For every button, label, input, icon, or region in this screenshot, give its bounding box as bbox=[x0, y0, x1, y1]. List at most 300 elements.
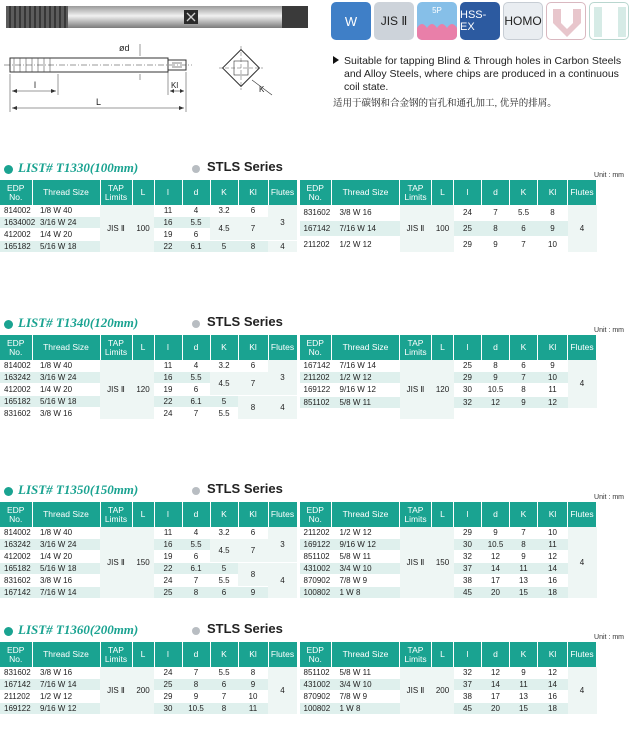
list-title: LIST# T1350(150mm) bbox=[18, 482, 139, 497]
column-header: EDP No. bbox=[0, 502, 32, 527]
shank-diameter: 6 bbox=[182, 551, 210, 563]
column-header: Kl bbox=[538, 180, 568, 205]
thread-size: 7/8 W 9 bbox=[332, 691, 400, 703]
column-header: l bbox=[454, 642, 482, 667]
shank-diameter: 12 bbox=[482, 396, 510, 408]
series-name: STLS Series bbox=[207, 314, 283, 329]
thread-length: 25 bbox=[154, 679, 182, 691]
column-header: Thread Size bbox=[332, 502, 400, 527]
square-length: 8 bbox=[238, 396, 268, 420]
shank-diameter: 6 bbox=[182, 384, 210, 396]
table-row bbox=[0, 205, 297, 217]
edp-number: 870902 bbox=[300, 575, 332, 587]
product-description bbox=[333, 55, 625, 110]
spec-table bbox=[0, 502, 298, 599]
square-size: 8 bbox=[510, 384, 538, 396]
straight-flute-icon bbox=[589, 2, 629, 40]
product-list-section bbox=[0, 620, 629, 715]
tap-limits: JIS Ⅱ bbox=[100, 360, 132, 420]
shank-diameter: 7 bbox=[182, 575, 210, 587]
square-size: 4.5 bbox=[210, 372, 238, 396]
edp-number: 851102 bbox=[300, 396, 332, 408]
tap-limits: JIS Ⅱ bbox=[400, 360, 432, 420]
column-header: Thread Size bbox=[32, 180, 100, 205]
column-header: K bbox=[210, 642, 238, 667]
edp-number: 831602 bbox=[0, 575, 32, 587]
thread-length: 11 bbox=[154, 360, 182, 372]
edp-number: 211202 bbox=[300, 236, 332, 252]
square-length: 10 bbox=[238, 691, 268, 703]
tap-limits: JIS Ⅱ bbox=[400, 527, 432, 599]
edp-number: 831602 bbox=[0, 667, 32, 679]
square-size: 13 bbox=[510, 575, 538, 587]
thread-size: 3/16 W 24 bbox=[32, 539, 100, 551]
column-header: L bbox=[132, 642, 154, 667]
square-size: 13 bbox=[510, 691, 538, 703]
shank-diameter: 6 bbox=[182, 229, 210, 241]
edp-number: 431002 bbox=[300, 563, 332, 575]
square-length: 9 bbox=[238, 587, 268, 599]
badge-label: W bbox=[344, 13, 358, 29]
unit-label: Unit : mm bbox=[594, 172, 624, 179]
table-row bbox=[0, 527, 297, 539]
thread-length: 16 bbox=[154, 372, 182, 384]
column-header: Thread Size bbox=[332, 642, 400, 667]
column-header: K bbox=[210, 335, 238, 360]
shank-diameter: 5.5 bbox=[182, 539, 210, 551]
column-header: K bbox=[210, 502, 238, 527]
thread-length: 32 bbox=[454, 396, 482, 408]
square-size: 4.5 bbox=[210, 539, 238, 563]
edp-number: 851102 bbox=[300, 667, 332, 679]
thread-size: 9/16 W 12 bbox=[332, 539, 400, 551]
column-header: K bbox=[510, 335, 538, 360]
tap-limits: JIS Ⅱ bbox=[400, 205, 432, 253]
square-length: 6 bbox=[238, 205, 268, 217]
thread-size: 7/16 W 14 bbox=[32, 587, 100, 599]
square-length: 8 bbox=[238, 241, 268, 253]
square-size: 5.5 bbox=[210, 408, 238, 420]
thread-length: 19 bbox=[154, 229, 182, 241]
tap-limits: JIS Ⅱ bbox=[100, 527, 132, 599]
square-length: 10 bbox=[538, 527, 568, 539]
edp-number: 831602 bbox=[300, 205, 332, 220]
thread-size: 3/4 W 10 bbox=[332, 679, 400, 691]
flutes: 4 bbox=[268, 563, 297, 599]
header-row bbox=[300, 180, 597, 205]
l-dimension-label: l bbox=[34, 80, 36, 90]
flutes: 4 bbox=[568, 667, 597, 715]
square-size: 8 bbox=[510, 539, 538, 551]
kl-dimension-label: Kl bbox=[171, 81, 179, 90]
edp-number: 412002 bbox=[0, 551, 32, 563]
tap-limits: JIS Ⅱ bbox=[400, 667, 432, 715]
thread-size: 7/8 W 9 bbox=[332, 575, 400, 587]
column-header: Flutes bbox=[568, 180, 597, 205]
overall-length: 100 bbox=[432, 205, 454, 253]
square-length: 6 bbox=[238, 360, 268, 372]
edp-number: 211202 bbox=[0, 691, 32, 703]
square-size: 11 bbox=[510, 679, 538, 691]
shank-diameter: 9 bbox=[482, 236, 510, 252]
badge-0 bbox=[331, 2, 371, 40]
shank-diameter: 8 bbox=[482, 220, 510, 236]
thread-size: 3/8 W 16 bbox=[32, 575, 100, 587]
square-size: 3.2 bbox=[210, 360, 238, 372]
badge-3 bbox=[460, 2, 500, 40]
edp-number: 169122 bbox=[0, 703, 32, 715]
list-bullet-icon bbox=[4, 165, 13, 174]
edp-number: 431002 bbox=[300, 679, 332, 691]
thread-length: 24 bbox=[154, 667, 182, 679]
thread-size: 5/16 W 18 bbox=[32, 241, 100, 253]
column-header: l bbox=[154, 335, 182, 360]
flutes: 4 bbox=[568, 527, 597, 599]
edp-number: 412002 bbox=[0, 384, 32, 396]
table-row bbox=[0, 360, 297, 372]
edp-number: 167142 bbox=[300, 360, 332, 372]
shank-diameter: 10.5 bbox=[482, 384, 510, 396]
column-header: TAP Limits bbox=[100, 335, 132, 360]
series-name: STLS Series bbox=[207, 159, 283, 174]
column-header: L bbox=[432, 335, 454, 360]
shank-diameter: 10.5 bbox=[482, 539, 510, 551]
square-length: 14 bbox=[538, 563, 568, 575]
flutes: 3 bbox=[268, 527, 297, 563]
spec-table bbox=[300, 180, 598, 253]
square-size: 7 bbox=[510, 372, 538, 384]
overall-length: 200 bbox=[432, 667, 454, 715]
series-bullet-icon bbox=[192, 487, 200, 495]
column-header: TAP Limits bbox=[100, 642, 132, 667]
shank-diameter: 20 bbox=[482, 587, 510, 599]
spec-table bbox=[0, 642, 298, 715]
thread-length: 11 bbox=[154, 527, 182, 539]
square-length: 16 bbox=[538, 575, 568, 587]
edp-number: 211202 bbox=[300, 372, 332, 384]
column-header: L bbox=[432, 502, 454, 527]
spec-badges bbox=[331, 2, 629, 40]
thread-length: 45 bbox=[454, 703, 482, 715]
thread-size: 1/2 W 12 bbox=[332, 527, 400, 539]
thread-length: 24 bbox=[454, 205, 482, 220]
column-header: TAP Limits bbox=[400, 335, 432, 360]
square-size: 4.5 bbox=[210, 217, 238, 241]
point-tap-icon bbox=[546, 2, 586, 40]
spec-table bbox=[300, 642, 598, 715]
shank-diameter: 4 bbox=[182, 360, 210, 372]
section-header bbox=[0, 620, 629, 642]
thread-size: 5/8 W 11 bbox=[332, 396, 400, 408]
thread-length: 19 bbox=[154, 384, 182, 396]
edp-number: 169122 bbox=[300, 384, 332, 396]
square-size: 5.5 bbox=[210, 575, 238, 587]
column-header: Kl bbox=[538, 502, 568, 527]
thread-size: 7/16 W 14 bbox=[332, 220, 400, 236]
shank-diameter: 7 bbox=[182, 667, 210, 679]
thread-size: 5/8 W 11 bbox=[332, 551, 400, 563]
square-length: 9 bbox=[238, 679, 268, 691]
thread-length: 25 bbox=[454, 360, 482, 372]
edp-number: 167142 bbox=[300, 220, 332, 236]
column-header: d bbox=[182, 642, 210, 667]
edp-number: 100802 bbox=[300, 587, 332, 599]
square-size: 5 bbox=[210, 563, 238, 575]
product-list-section bbox=[0, 480, 629, 599]
edp-number: 412002 bbox=[0, 229, 32, 241]
column-header: K bbox=[510, 502, 538, 527]
square-length: 9 bbox=[538, 360, 568, 372]
square-size: 9 bbox=[510, 551, 538, 563]
shank-diameter: 12 bbox=[482, 551, 510, 563]
thread-length: 25 bbox=[454, 220, 482, 236]
thread-length: 29 bbox=[454, 527, 482, 539]
thread-length: 25 bbox=[154, 587, 182, 599]
square-length: 11 bbox=[238, 703, 268, 715]
column-header: Kl bbox=[238, 180, 268, 205]
table-row bbox=[0, 667, 297, 679]
flutes: 4 bbox=[268, 241, 297, 253]
square-size: 8 bbox=[210, 703, 238, 715]
square-length: 8 bbox=[238, 563, 268, 587]
edp-number bbox=[300, 408, 332, 419]
square-size: 9 bbox=[510, 396, 538, 408]
column-header: Thread Size bbox=[32, 335, 100, 360]
list-bullet-icon bbox=[4, 627, 13, 636]
column-header: l bbox=[454, 335, 482, 360]
column-header: TAP Limits bbox=[400, 502, 432, 527]
square-size: 3.2 bbox=[210, 527, 238, 539]
thread-length: 38 bbox=[454, 575, 482, 587]
thread-size: 1/4 W 20 bbox=[32, 229, 100, 241]
series-name: STLS Series bbox=[207, 621, 283, 636]
square-size: 5.5 bbox=[510, 205, 538, 220]
thread-size: 1/8 W 40 bbox=[32, 527, 100, 539]
column-header: d bbox=[482, 502, 510, 527]
series-bullet-icon bbox=[192, 165, 200, 173]
thread-size: 1/4 W 20 bbox=[32, 384, 100, 396]
shank-diameter: 4 bbox=[182, 527, 210, 539]
overall-length: 120 bbox=[132, 360, 154, 420]
series-bullet-icon bbox=[192, 627, 200, 635]
thread-length: 32 bbox=[454, 667, 482, 679]
header-row bbox=[0, 642, 297, 667]
column-header: TAP Limits bbox=[100, 180, 132, 205]
shank-diameter: 5.5 bbox=[182, 372, 210, 384]
thread-size: 7/16 W 14 bbox=[32, 679, 100, 691]
square-size: 6 bbox=[510, 360, 538, 372]
thread-length: 11 bbox=[154, 205, 182, 217]
square-length: 11 bbox=[538, 384, 568, 396]
column-header: l bbox=[454, 180, 482, 205]
thread-size: 1/8 W 40 bbox=[32, 205, 100, 217]
series-name: STLS Series bbox=[207, 481, 283, 496]
shank-diameter: 6.1 bbox=[182, 396, 210, 408]
badge-4 bbox=[503, 2, 543, 40]
square-length: 10 bbox=[538, 372, 568, 384]
shank-diameter: 8 bbox=[182, 679, 210, 691]
column-header: l bbox=[154, 642, 182, 667]
badge-top-label: 5P bbox=[432, 6, 442, 15]
column-header: Thread Size bbox=[332, 335, 400, 360]
square-size: 5 bbox=[210, 396, 238, 408]
column-header: K bbox=[510, 180, 538, 205]
square-length: 7 bbox=[238, 372, 268, 396]
thread-length: 22 bbox=[154, 396, 182, 408]
shank-diameter: 7 bbox=[182, 408, 210, 420]
thread-length: 32 bbox=[454, 551, 482, 563]
square-length: 6 bbox=[238, 527, 268, 539]
column-header: TAP Limits bbox=[400, 180, 432, 205]
thread-length: 22 bbox=[154, 241, 182, 253]
shank-diameter: 9 bbox=[482, 527, 510, 539]
spec-table bbox=[0, 335, 298, 420]
square-size: 9 bbox=[510, 667, 538, 679]
thread-length: 16 bbox=[154, 539, 182, 551]
shank-diameter: 6.1 bbox=[182, 563, 210, 575]
section-header bbox=[0, 480, 629, 502]
square-length: 12 bbox=[538, 667, 568, 679]
spec-table bbox=[300, 335, 598, 420]
thread-size: 9/16 W 12 bbox=[32, 703, 100, 715]
column-header: EDP No. bbox=[300, 335, 332, 360]
column-header: EDP No. bbox=[300, 502, 332, 527]
thread-length: 30 bbox=[154, 703, 182, 715]
edp-number: 165182 bbox=[0, 563, 32, 575]
column-header: Kl bbox=[238, 502, 268, 527]
column-header: d bbox=[182, 180, 210, 205]
square-length: 14 bbox=[538, 679, 568, 691]
square-size: 7 bbox=[510, 236, 538, 252]
square-size: 11 bbox=[510, 563, 538, 575]
square-length bbox=[538, 408, 568, 419]
header-row bbox=[300, 502, 597, 527]
column-header: Flutes bbox=[268, 335, 297, 360]
shank-diameter: 8 bbox=[182, 587, 210, 599]
column-header: d bbox=[182, 335, 210, 360]
edp-number: 163242 bbox=[0, 539, 32, 551]
flutes: 4 bbox=[568, 205, 597, 253]
flutes: 3 bbox=[268, 360, 297, 396]
shank-diameter: 8 bbox=[482, 360, 510, 372]
shank-diameter: 14 bbox=[482, 679, 510, 691]
column-header: Kl bbox=[538, 335, 568, 360]
product-list-section bbox=[0, 313, 629, 420]
thread-length: 29 bbox=[454, 372, 482, 384]
square-length: 11 bbox=[538, 539, 568, 551]
flutes: 4 bbox=[268, 667, 297, 715]
column-header: d bbox=[182, 502, 210, 527]
column-header: Flutes bbox=[568, 335, 597, 360]
tap-limits: JIS Ⅱ bbox=[100, 205, 132, 253]
column-header: l bbox=[154, 180, 182, 205]
edp-number: 163242 bbox=[0, 372, 32, 384]
column-header: L bbox=[132, 502, 154, 527]
flutes: 3 bbox=[268, 205, 297, 241]
flute-icon bbox=[417, 2, 457, 40]
table-row bbox=[300, 360, 597, 372]
list-title: LIST# T1360(200mm) bbox=[18, 622, 139, 637]
square-size: 7 bbox=[510, 527, 538, 539]
thread-length: 22 bbox=[154, 563, 182, 575]
overall-length: 100 bbox=[132, 205, 154, 253]
square-length: 12 bbox=[538, 551, 568, 563]
square-length: 18 bbox=[538, 587, 568, 599]
square-size: 7 bbox=[210, 691, 238, 703]
overall-length: 150 bbox=[132, 527, 154, 599]
thread-length: 29 bbox=[154, 691, 182, 703]
thread-size: 5/16 W 18 bbox=[32, 563, 100, 575]
d-dimension-label: ød bbox=[119, 43, 130, 53]
thread-size: 1/8 W 40 bbox=[32, 360, 100, 372]
thread-length: 16 bbox=[154, 217, 182, 229]
square-length: 10 bbox=[538, 236, 568, 252]
square-size: 6 bbox=[210, 679, 238, 691]
column-header: Flutes bbox=[568, 642, 597, 667]
thread-size: 3/8 W 16 bbox=[332, 205, 400, 220]
square-size: 6 bbox=[510, 220, 538, 236]
description-chinese: 适用于碳钢和合金钢的盲孔和通孔加工, 优异的排屑。 bbox=[333, 98, 557, 109]
list-bullet-icon bbox=[4, 320, 13, 329]
column-header: Kl bbox=[538, 642, 568, 667]
square-length: 16 bbox=[538, 691, 568, 703]
edp-number: 814002 bbox=[0, 527, 32, 539]
table-pair bbox=[0, 502, 629, 599]
thread-length: 29 bbox=[454, 236, 482, 252]
thread-size: 3/16 W 24 bbox=[32, 217, 100, 229]
thread-size bbox=[332, 408, 400, 419]
shank-diameter: 9 bbox=[482, 372, 510, 384]
thread-size: 9/16 W 12 bbox=[332, 384, 400, 396]
square-length: 7 bbox=[238, 217, 268, 241]
edp-number: 169122 bbox=[300, 539, 332, 551]
thread-size: 1/2 W 12 bbox=[32, 691, 100, 703]
series-bullet-icon bbox=[192, 320, 200, 328]
square-size: 3.2 bbox=[210, 205, 238, 217]
thread-length: 30 bbox=[454, 539, 482, 551]
thread-length: 24 bbox=[154, 408, 182, 420]
edp-number: 167142 bbox=[0, 587, 32, 599]
edp-number: 851102 bbox=[300, 551, 332, 563]
edp-number: 165182 bbox=[0, 241, 32, 253]
badge-label: JIS Ⅱ bbox=[380, 14, 408, 28]
column-header: Flutes bbox=[268, 642, 297, 667]
triangle-bullet-icon bbox=[333, 56, 339, 64]
edp-number: 814002 bbox=[0, 205, 32, 217]
edp-number: 831602 bbox=[0, 408, 32, 420]
spec-table bbox=[300, 502, 598, 599]
column-header: K bbox=[210, 180, 238, 205]
column-header: l bbox=[154, 502, 182, 527]
edp-number: 814002 bbox=[0, 360, 32, 372]
table-row bbox=[300, 667, 597, 679]
shank-diameter: 17 bbox=[482, 691, 510, 703]
list-bullet-icon bbox=[4, 487, 13, 496]
column-header: Thread Size bbox=[32, 502, 100, 527]
column-header: l bbox=[454, 502, 482, 527]
tap-drawing bbox=[0, 0, 325, 120]
thread-length: 38 bbox=[454, 691, 482, 703]
list-title: LIST# T1340(120mm) bbox=[18, 315, 139, 330]
thread-size: 1 W 8 bbox=[332, 703, 400, 715]
thread-length: 37 bbox=[454, 679, 482, 691]
section-header bbox=[0, 313, 629, 335]
shank-diameter: 5.5 bbox=[182, 217, 210, 229]
thread-size: 5/8 W 11 bbox=[332, 667, 400, 679]
unit-label: Unit : mm bbox=[594, 327, 624, 334]
overall-length: 150 bbox=[432, 527, 454, 599]
column-header: K bbox=[510, 642, 538, 667]
